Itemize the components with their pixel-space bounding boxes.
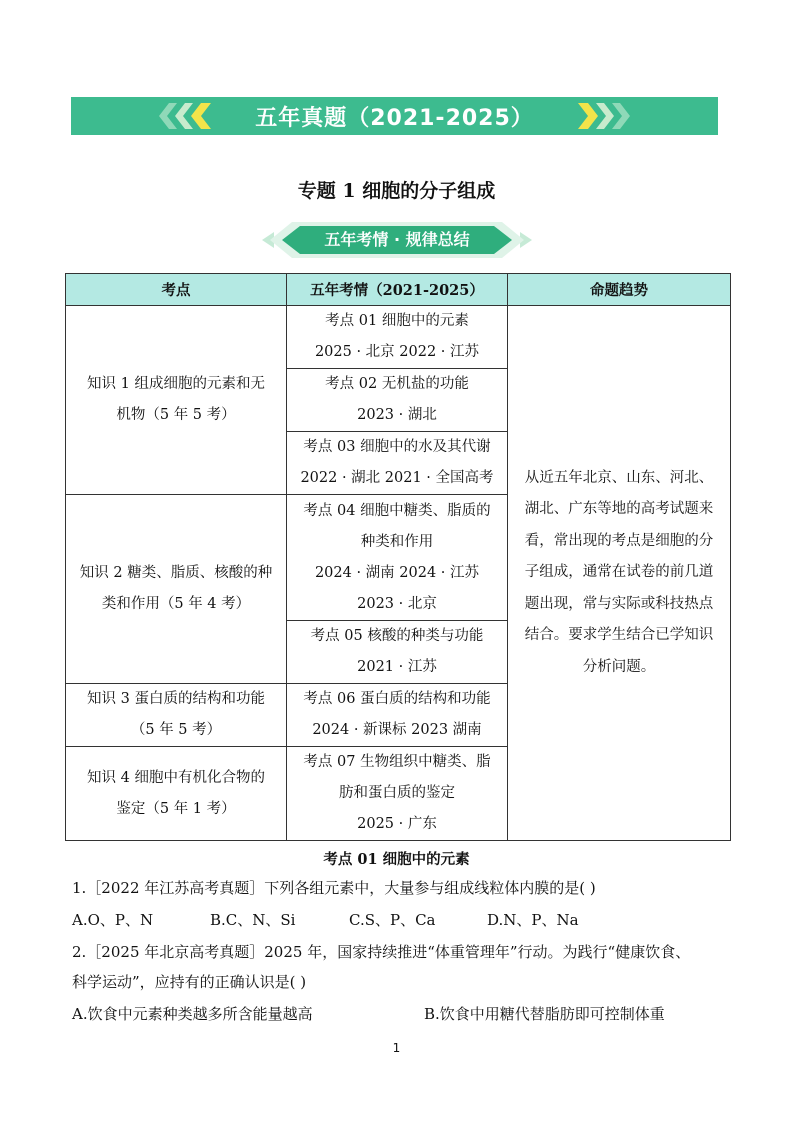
column-header: 考点	[66, 274, 287, 306]
cell-text: 考点 02 无机盐的功能	[325, 376, 469, 392]
trend-cell	[508, 306, 731, 841]
cell-text: 肪和蛋白质的鉴定	[339, 785, 455, 801]
cell-text: 2024 · 湖南 2024 · 江苏	[314, 564, 480, 581]
kaodian-cell	[287, 684, 508, 747]
cell-text: 考点 01 细胞中的元素	[325, 313, 469, 329]
option-d: D.N、P、Na	[487, 911, 579, 929]
question-2-options	[72, 1003, 714, 1024]
question-2-line-1: 2.［2025 年北京高考真题］2025 年，国家持续推进“体重管理年”行动。为践行“健康饮食、	[72, 943, 691, 961]
column-header: 五年考情（2021-2025）	[287, 274, 508, 306]
document-title: 专题 1 细胞的分子组成	[297, 180, 496, 202]
cell-text: 2025 · 北京 2022 · 江苏	[314, 344, 480, 360]
cell-text: 子组成，通常在试卷的前几道	[524, 564, 714, 581]
header-banner	[71, 97, 718, 135]
cell-text: 湖北、广东等地的高考试题来	[524, 501, 714, 518]
knowledge-cell	[66, 306, 287, 495]
chevron-right-icon	[574, 103, 634, 129]
kaodian-cell	[287, 621, 508, 684]
cell-text: 考点 05 核酸的种类与功能	[310, 628, 484, 644]
kaodian-cell	[287, 432, 508, 495]
option-b: B.C、N、Si	[210, 911, 296, 929]
cell-text: 2022 · 湖北 2021 · 全国高考	[300, 470, 494, 486]
question-1: 1.［2022 年江苏高考真题］下列各组元素中，大量参与组成线粒体内膜的是( )	[72, 879, 596, 897]
cell-text: 考点 07 生物组织中糖类、脂	[303, 754, 491, 770]
knowledge-cell	[66, 747, 287, 841]
cell-text: 2021 · 江苏	[357, 659, 437, 675]
section-heading: 考点 01 细胞中的元素	[323, 851, 470, 868]
exam-summary-table	[65, 273, 731, 841]
cell-text: 看，常出现的考点是细胞的分	[524, 532, 714, 549]
knowledge-cell	[66, 495, 287, 684]
column-header: 命题趋势	[508, 274, 731, 306]
cell-text: 2023 · 北京	[357, 595, 437, 612]
cell-text: 2023 · 湖北	[357, 407, 437, 423]
option-a: A.饮食中元素种类越多所含能量越高	[72, 1005, 313, 1023]
cell-text: 鉴定（5 年 1 考）	[116, 800, 236, 817]
kaodian-cell	[287, 369, 508, 432]
option-c: C.S、P、Ca	[349, 911, 436, 929]
kaodian-cell	[287, 747, 508, 841]
table-header-row	[66, 274, 731, 306]
cell-text: 知识 4 细胞中有机化合物的	[87, 769, 265, 786]
banner-title: 五年真题（2021-2025）	[255, 105, 534, 131]
knowledge-cell	[66, 684, 287, 747]
question-2-line-2: 科学运动”，应持有的正确认识是( )	[72, 973, 307, 991]
cell-text: 2024 · 新课标 2023 湖南	[312, 722, 482, 738]
cell-text: 类和作用（5 年 4 考）	[101, 596, 251, 612]
chevron-left-icon	[155, 103, 215, 129]
cell-text: 从近五年北京、山东、河北、	[524, 469, 714, 486]
cell-text: 知识 2 糖类、脂质、核酸的种	[79, 565, 273, 581]
option-b: B.饮食中用糖代替脂肪即可控制体重	[424, 1005, 665, 1023]
option-a: A.O、P、N	[72, 911, 154, 929]
cell-text: 考点 04 细胞中糖类、脂质的	[303, 502, 491, 519]
section-badge	[262, 218, 532, 262]
cell-text: 题出现，常与实际或科技热点	[524, 595, 714, 612]
cell-text: 考点 03 细胞中的水及其代谢	[303, 439, 491, 455]
cell-text: （5 年 5 考）	[130, 722, 222, 738]
question-1-options	[72, 909, 617, 930]
table-row	[66, 306, 731, 369]
kaodian-cell	[287, 495, 508, 621]
cell-text: 2025 · 广东	[357, 816, 437, 832]
cell-text: 知识 1 组成细胞的元素和无	[87, 376, 265, 392]
page-number: 1	[392, 1041, 401, 1055]
cell-text: 种类和作用	[360, 533, 434, 550]
cell-text: 分析问题。	[582, 658, 656, 675]
cell-text: 知识 3 蛋白质的结构和功能	[87, 691, 265, 707]
section-badge-label: 五年考情 · 规律总结	[324, 230, 470, 249]
cell-text: 机物（5 年 5 考）	[116, 407, 236, 423]
cell-text: 结合。要求学生结合已学知识	[524, 627, 714, 644]
cell-text: 考点 06 蛋白质的结构和功能	[303, 691, 491, 707]
kaodian-cell	[287, 306, 508, 369]
